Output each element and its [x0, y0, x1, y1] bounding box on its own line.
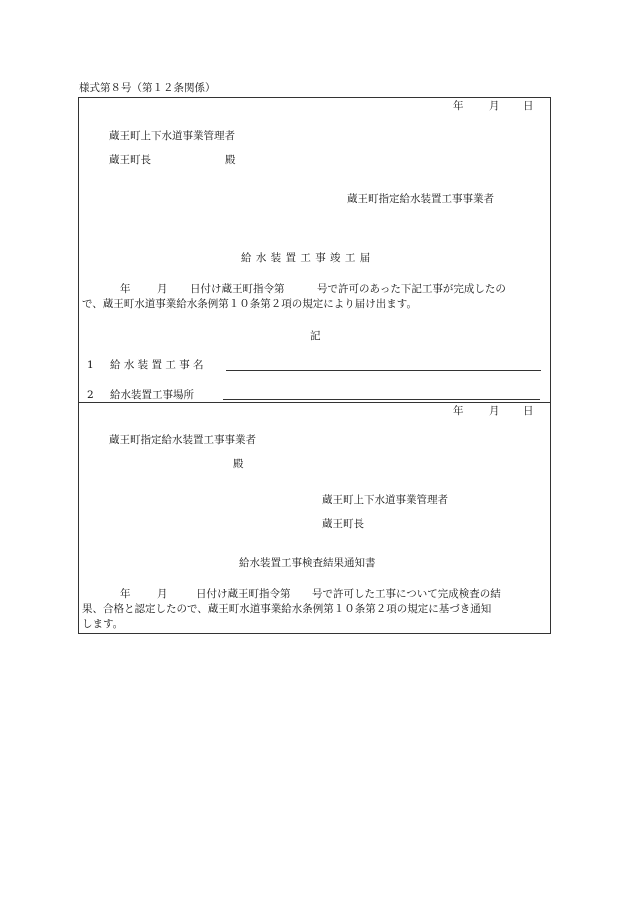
- addressee-line1: 蔵王町上下水道事業管理者: [109, 130, 235, 142]
- notice-addressee: 蔵王町指定給水装置工事事業者: [109, 434, 256, 446]
- honorific: 殿: [225, 154, 236, 166]
- application-title: 給 水 装 置 工 事 竣 工 届: [241, 252, 371, 264]
- body-text1: 日付け蔵王町指令第: [190, 283, 285, 295]
- notice-body-month: 月: [157, 588, 168, 600]
- item-1-number: 1: [87, 359, 94, 371]
- item-1-label: 給 水 装 置 工 事 名: [110, 359, 204, 371]
- sender: 蔵王町指定給水装置工事事業者: [347, 193, 494, 205]
- date-month: 月: [489, 100, 500, 112]
- notice-date-month: 月: [489, 405, 500, 417]
- date-year: 年: [453, 100, 464, 112]
- body-line2: で、蔵王町水道事業給水条例第１０条第２項の規定により届け出ます。: [82, 298, 417, 310]
- item-2-number: 2: [87, 389, 94, 401]
- notice-honorific: 殿: [233, 458, 244, 470]
- body-month: 月: [157, 283, 168, 295]
- notice-body-text1: 日付け蔵王町指令第: [196, 588, 291, 600]
- body-year: 年: [120, 283, 131, 295]
- ki-label: 記: [310, 330, 321, 342]
- notice-date-day: 日: [523, 405, 534, 417]
- notice-sender-line1: 蔵王町上下水道事業管理者: [322, 494, 448, 506]
- notice-body-line3: します。: [82, 618, 124, 630]
- item-1-underline: [226, 370, 541, 371]
- addressee-line2: 蔵王町長: [109, 154, 151, 166]
- notice-body-text2: 号で許可した工事について完成検査の結: [312, 588, 501, 600]
- section-divider: [78, 402, 551, 403]
- notice-body-line2: 果、合格と認定したので、蔵王町水道事業給水条例第１０条第２項の規定に基づき通知: [82, 603, 492, 615]
- notice-sender-line2: 蔵王町長: [322, 518, 364, 530]
- date-day: 日: [523, 100, 534, 112]
- item-2-underline: [223, 399, 540, 400]
- notice-date-year: 年: [453, 405, 464, 417]
- form-label: 様式第８号（第１２条関係）: [79, 82, 216, 94]
- notice-title: 給水装置工事検査結果通知書: [239, 557, 376, 569]
- notice-body-year: 年: [120, 588, 131, 600]
- item-2-label: 給水装置工事場所: [110, 389, 194, 401]
- body-text2: 号で許可のあった下記工事が完成したの: [317, 283, 506, 295]
